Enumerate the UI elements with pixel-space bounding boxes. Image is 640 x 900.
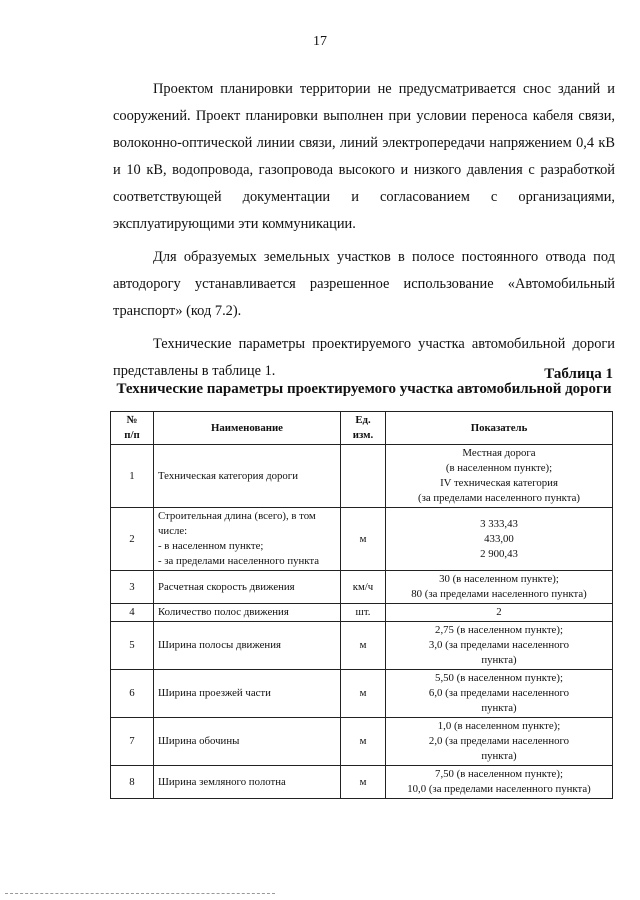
cell-value-line: 2 900,43 bbox=[480, 547, 518, 560]
cell-unit: км/ч bbox=[341, 571, 386, 604]
cell-value-line: (за пределами населенного пункта) bbox=[418, 492, 580, 504]
cell-unit: м bbox=[341, 766, 386, 799]
cell-value bbox=[386, 670, 613, 718]
table-header-row bbox=[111, 412, 613, 445]
cell-value-line: 7,50 (в населенном пункте); bbox=[435, 768, 563, 780]
cell-value bbox=[386, 718, 613, 766]
cell-name-line: - за пределами населенного пункта bbox=[158, 555, 320, 567]
cell-unit: м bbox=[341, 718, 386, 766]
cell-name bbox=[154, 508, 341, 571]
cell-name-line: Ширина проезжей части bbox=[158, 687, 271, 699]
header-number-line: п/п bbox=[124, 429, 140, 441]
table-row bbox=[111, 670, 613, 718]
cell-unit bbox=[341, 445, 386, 508]
cell-value-line: 30 (в населенном пункте); bbox=[439, 573, 559, 585]
cell-name-line: Ширина полосы движения bbox=[158, 639, 281, 651]
table-title: Технические параметры проектируемого участка автомобильной дороги bbox=[116, 381, 612, 397]
cell-name bbox=[154, 670, 341, 718]
cell-name-line: Строительная длина (всего), в том bbox=[158, 510, 316, 522]
header-unit bbox=[341, 412, 386, 445]
cell-name-line: Ширина обочины bbox=[158, 735, 240, 747]
cell-value-line: 2,75 (в населенном пункте); bbox=[435, 624, 563, 636]
cell-value-line: 2 bbox=[496, 606, 502, 618]
cell-name bbox=[154, 622, 341, 670]
cell-value-line: пункта) bbox=[481, 750, 517, 762]
table-row bbox=[111, 718, 613, 766]
cell-number: 2 bbox=[111, 508, 154, 571]
table-body bbox=[111, 445, 613, 799]
cell-value-line: 10,0 (за пределами населенного пункта) bbox=[407, 783, 591, 795]
cell-name-line: Количество полос движения bbox=[158, 606, 289, 618]
cell-value bbox=[386, 622, 613, 670]
cell-name bbox=[154, 604, 341, 622]
header-unit-line: изм. bbox=[352, 429, 374, 441]
cell-value-line: 5,50 (в населенном пункте); bbox=[435, 672, 563, 684]
cell-value-line: 80 (за пределами населенного пункта) bbox=[411, 588, 587, 600]
table-row bbox=[111, 445, 613, 508]
cell-value-line: пункта) bbox=[481, 702, 517, 714]
cell-name-line: - в населенном пункте; bbox=[158, 540, 264, 552]
cell-name bbox=[154, 718, 341, 766]
cell-value-line: 2,0 (за пределами населенного bbox=[428, 735, 570, 747]
cell-number: 7 bbox=[111, 718, 154, 766]
cell-value bbox=[386, 604, 613, 622]
header-name: Наименование bbox=[154, 412, 341, 445]
cell-unit: м bbox=[341, 622, 386, 670]
cell-value-line: 3 333,43 bbox=[480, 517, 518, 530]
cell-value-line: IV техническая категория bbox=[440, 477, 558, 489]
cell-number: 8 bbox=[111, 766, 154, 799]
cell-value bbox=[386, 445, 613, 508]
cell-name bbox=[154, 571, 341, 604]
cell-number: 6 bbox=[111, 670, 154, 718]
page-number: 17 bbox=[313, 34, 327, 49]
cell-name bbox=[154, 445, 341, 508]
cell-value-line: 6,0 (за пределами населенного bbox=[428, 687, 570, 699]
cell-name bbox=[154, 766, 341, 799]
cell-value bbox=[386, 766, 613, 799]
cell-unit: шт. bbox=[341, 604, 386, 622]
paragraph: Технические параметры проектируемого участка автомобильной дороги представлены в таблице 1. bbox=[113, 336, 615, 379]
footer-divider bbox=[5, 893, 275, 894]
paragraph: Для образуемых земельных участков в полосе постоянного отвода под автодорогу устанавливается разрешенное использование «Автомобильный транспорт» (код 7.2). bbox=[113, 249, 615, 319]
cell-name-line: Техническая категория дороги bbox=[158, 469, 299, 482]
cell-number: 3 bbox=[111, 571, 154, 604]
cell-value-line: (в населенном пункте); bbox=[445, 462, 553, 474]
cell-value bbox=[386, 508, 613, 571]
header-value: Показатель bbox=[386, 412, 613, 445]
header-unit-line: Ед. bbox=[355, 414, 371, 426]
paragraph: Проектом планировки территории не предусматривается снос зданий и сооружений. Проект планировки выполнен при условии переноса кабеля связи, волоконно-оптической линии связи, линий электропередачи напряжением 0,4 кВ и 10 кВ, водопровода, газопровода высокого и низкого давления с разработкой соответствующей документации и согласованием с организациями, эксплуатирующими эти коммуникации. bbox=[113, 81, 615, 232]
cell-value-line: пункта) bbox=[481, 654, 517, 666]
header-number-line: № bbox=[126, 414, 138, 426]
cell-name-line: Расчетная скорость движения bbox=[158, 580, 295, 593]
header-number bbox=[111, 412, 154, 445]
table-row bbox=[111, 604, 613, 622]
table-row bbox=[111, 622, 613, 670]
cell-name-line: числе: bbox=[158, 525, 188, 537]
cell-unit: м bbox=[341, 508, 386, 571]
cell-number: 4 bbox=[111, 604, 154, 622]
cell-value-line: 1,0 (в населенном пункте); bbox=[437, 720, 561, 732]
cell-number: 1 bbox=[111, 445, 154, 508]
table-row bbox=[111, 508, 613, 571]
table-row bbox=[111, 766, 613, 799]
cell-number: 5 bbox=[111, 622, 154, 670]
table-caption: Таблица 1 bbox=[544, 366, 613, 382]
cell-value-line: 3,0 (за пределами населенного bbox=[428, 639, 570, 651]
parameters-table bbox=[110, 411, 613, 799]
body-text bbox=[113, 76, 615, 391]
cell-value bbox=[386, 571, 613, 604]
cell-unit: м bbox=[341, 670, 386, 718]
cell-value-line: Местная дорога bbox=[462, 447, 536, 459]
cell-value-line: 433,00 bbox=[484, 532, 514, 545]
table-row bbox=[111, 571, 613, 604]
cell-name-line: Ширина земляного полотна bbox=[158, 775, 286, 788]
